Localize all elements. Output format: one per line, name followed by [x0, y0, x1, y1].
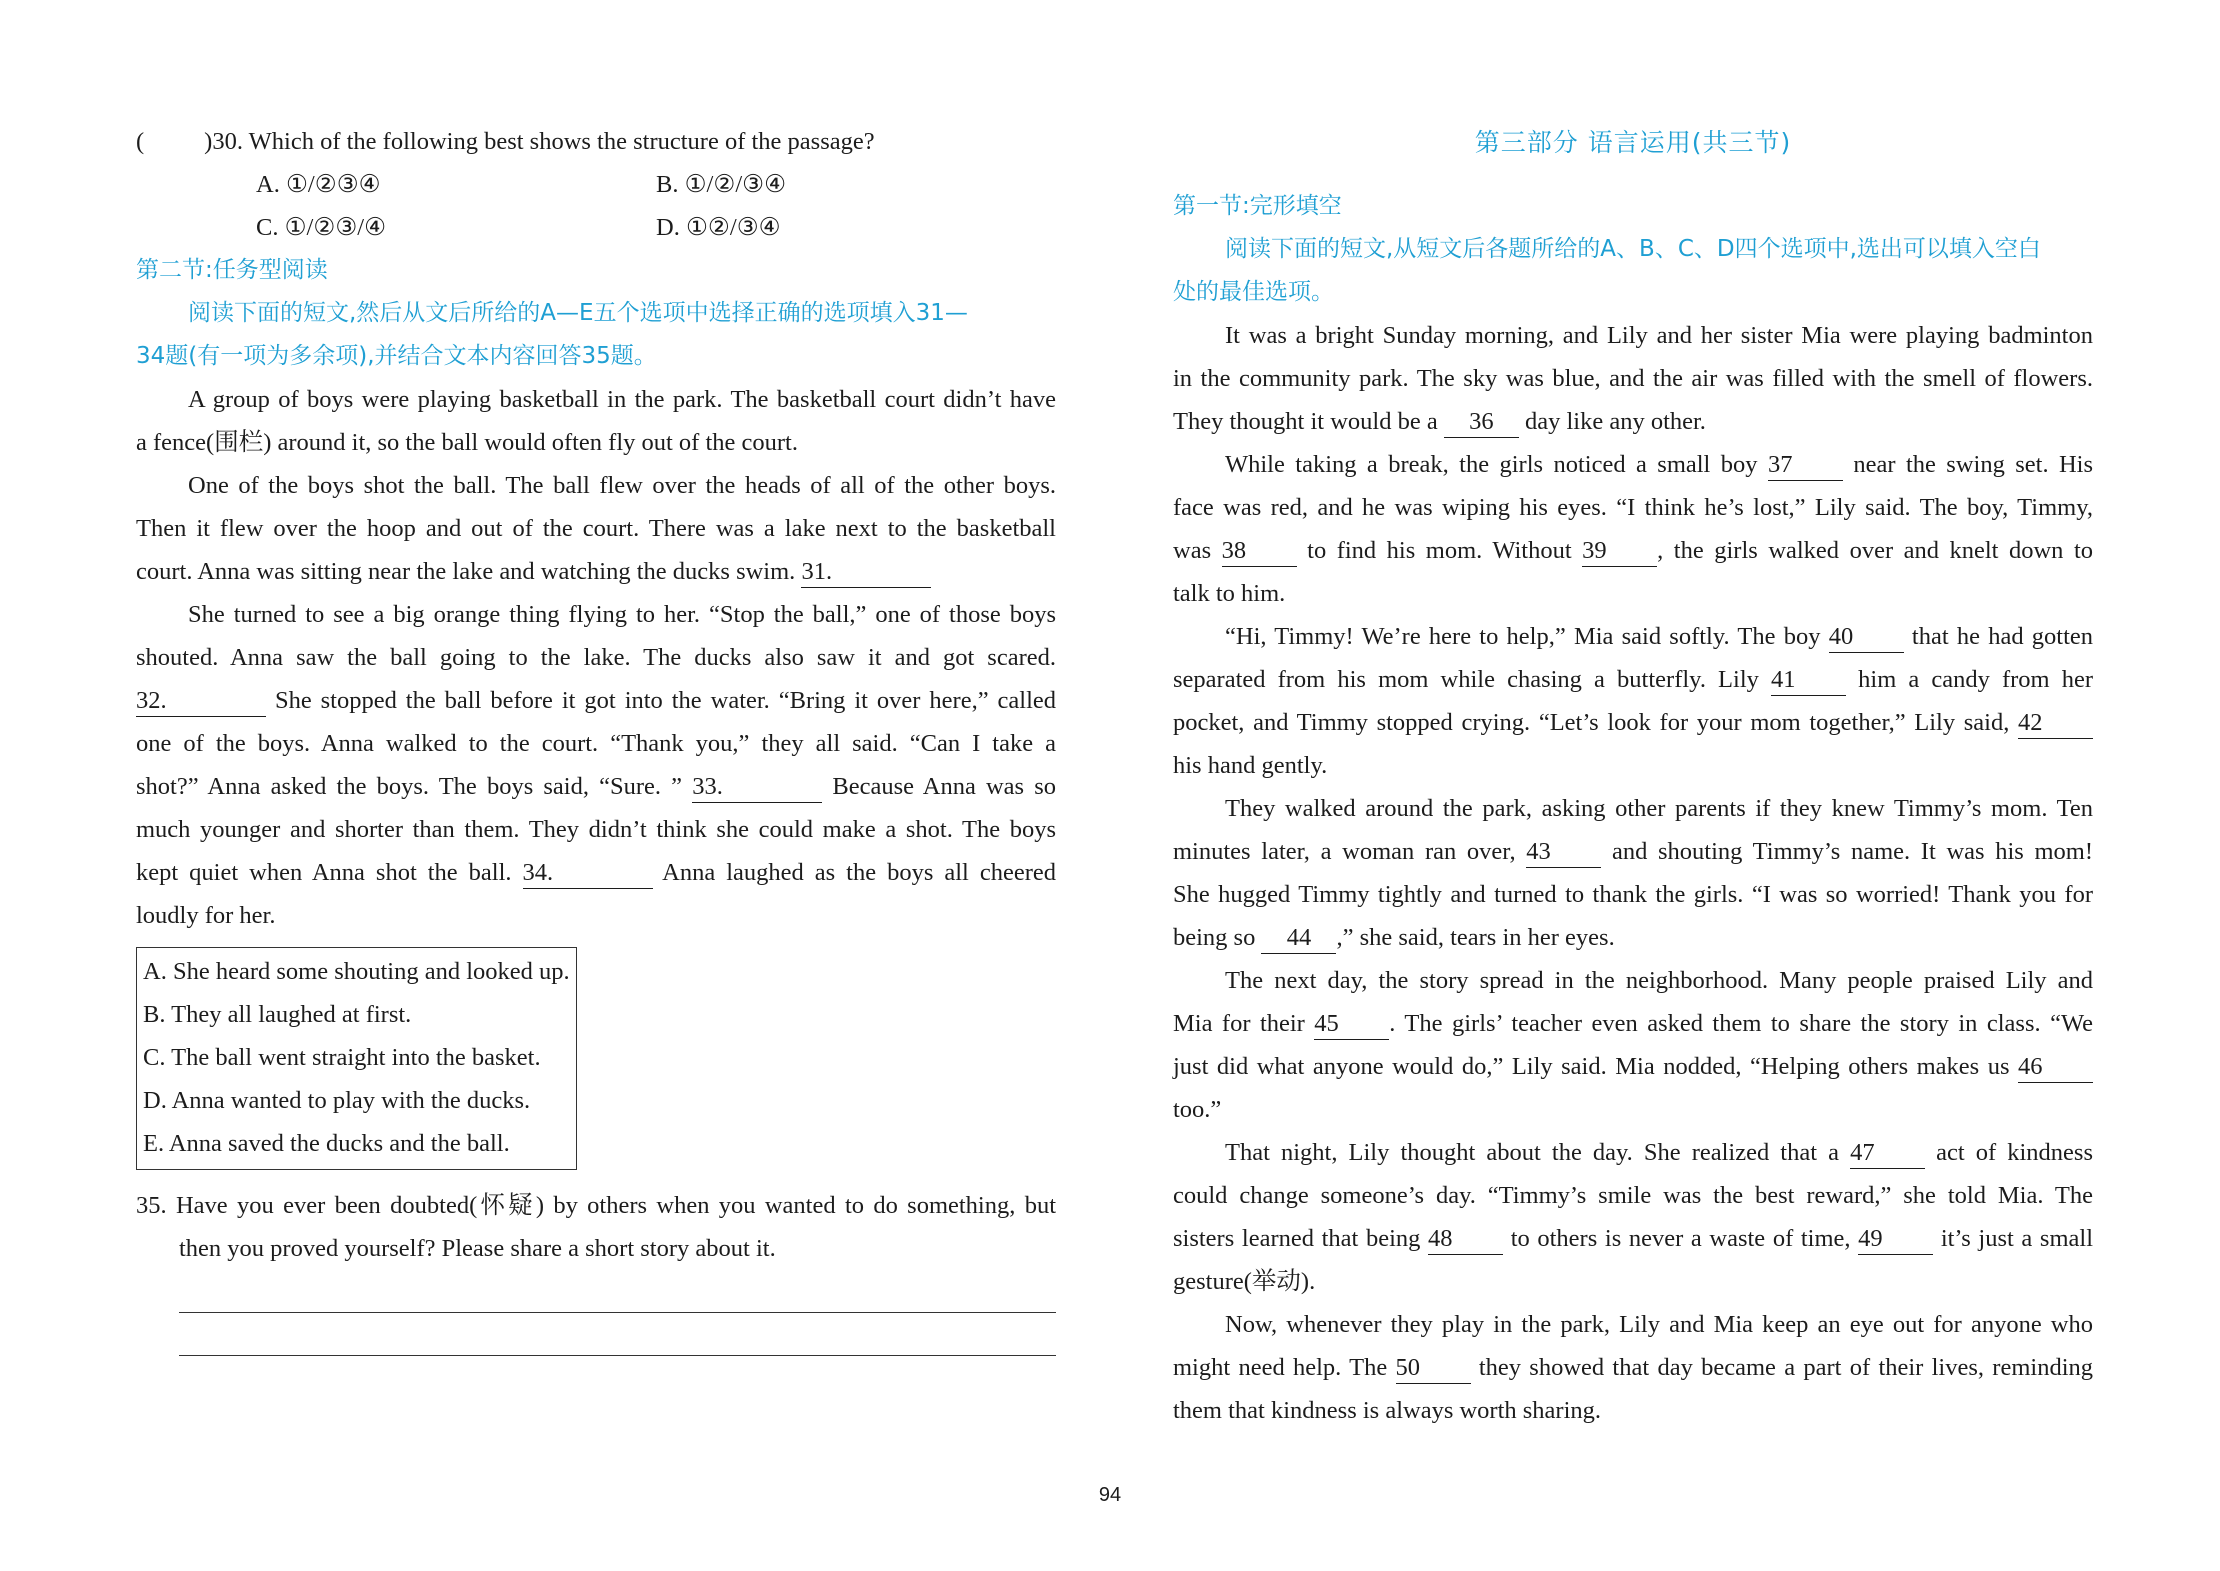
q30-option-b: B. ①/②/③④ — [656, 171, 787, 198]
choice-d: D. Anna wanted to play with the ducks. — [143, 1087, 531, 1114]
left-column — [136, 120, 1056, 1356]
passage-line: Then it flew over the hoop and out of the court. There was a lake next to the basketball — [136, 515, 1056, 542]
q30-options-row-2 — [136, 206, 1056, 249]
passage-line: 32. She stopped the ball before it got into the water. “Bring it over here,” called — [136, 679, 1056, 722]
blank-31[interactable]: 31. — [801, 557, 931, 588]
passage-line: was 38 to find his mom. Without 39 , the girls walked over and knelt down to — [1173, 529, 2093, 572]
blank-44[interactable]: 44 — [1261, 923, 1336, 954]
passage-line: Now, whenever they play in the park, Lily and Mia keep an eye out for anyone who — [1225, 1311, 2093, 1338]
passage-line: minutes later, a woman ran over, 43 and shouting Timmy’s name. It was his mom! — [1173, 830, 2093, 873]
passage-line: They walked around the park, asking other parents if they knew Timmy’s mom. Ten — [1225, 795, 2093, 822]
blank-34[interactable]: 34. — [523, 858, 653, 889]
blank-36[interactable]: 36 — [1444, 407, 1519, 438]
section-1-instruction-line-1: 阅读下面的短文,从短文后各题所给的A、B、C、D四个选项中,选出可以填入空白 — [1225, 236, 2041, 262]
passage-line: too.” — [1173, 1096, 1222, 1123]
blank-42[interactable]: 42 — [2018, 708, 2093, 739]
passage-line: Mia for their 45 . The girls’ teacher even asked them to share the story in class. “We — [1173, 1002, 2093, 1045]
blank-37[interactable]: 37 — [1768, 450, 1843, 481]
passage-line: One of the boys shot the ball. The ball flew over the heads of all of the other boys. — [188, 472, 1056, 499]
section-1-instruction-line-2: 处的最佳选项。 — [1173, 279, 1334, 305]
blank-47[interactable]: 47 — [1850, 1138, 1925, 1169]
passage-line: face was red, and he was wiping his eyes. “I think he’s lost,” Lily said. The boy, Timmy, — [1173, 494, 2093, 521]
passage-line: in the community park. The sky was blue, and the air was filled with the smell of flowers. — [1173, 365, 2093, 392]
passage-line: They thought it would be a 36 day like any other. — [1173, 400, 2093, 443]
answer-line-2[interactable] — [179, 1313, 1056, 1356]
passage-line: sisters learned that being 48 to others is never a waste of time, 49 it’s just a small — [1173, 1217, 2093, 1260]
passage-line: them that kindness is always worth sharing. — [1173, 1397, 1602, 1424]
choices-box — [136, 947, 577, 1170]
section-2-instruction-line-2: 34题(有一项为多余项),并结合文本内容回答35题。 — [136, 343, 657, 369]
blank-50[interactable]: 50 — [1396, 1353, 1471, 1384]
choice-c: C. The ball went straight into the basket. — [143, 1044, 541, 1071]
q30-options-row-1 — [136, 163, 1056, 206]
answer-line-1[interactable] — [179, 1270, 1056, 1313]
page-number: 94 — [1098, 1484, 1122, 1506]
passage-line: could change someone’s day. “Timmy’s smile was the best reward,” she told Mia. The — [1173, 1182, 2093, 1209]
passage-line: “Hi, Timmy! We’re here to help,” Mia said softly. The boy 40 that he had gotten — [1173, 615, 2093, 658]
question-30-number: )30. — [204, 128, 243, 155]
question-35-line-2: then you proved yourself? Please share a short story about it. — [179, 1235, 776, 1262]
passage-line: a fence(围栏) around it, so the ball would often fly out of the court. — [136, 429, 798, 456]
choice-a: A. She heard some shouting and looked up. — [143, 958, 570, 985]
answer-paren-open: ( — [136, 128, 145, 155]
passage-line: one of the boys. Anna walked to the court. “Thank you,” they all said. “Can I take a — [136, 730, 1056, 757]
question-30-stem: Which of the following best shows the structure of the passage? — [248, 128, 875, 155]
question-35-line-1: 35. Have you ever been doubted(怀疑) by others when you wanted to do something, but — [136, 1192, 1057, 1219]
question-35-number: 35. — [136, 1192, 167, 1219]
q30-option-d: D. ①②/③④ — [656, 214, 781, 241]
blank-48[interactable]: 48 — [1428, 1224, 1503, 1255]
passage-line: It was a bright Sunday morning, and Lily and her sister Mia were playing badminton — [1225, 322, 2093, 349]
passage-line: That night, Lily thought about the day. She realized that a 47 act of kindness — [1173, 1131, 2093, 1174]
passage-line: his hand gently. — [1173, 752, 1328, 779]
blank-33[interactable]: 33. — [692, 772, 822, 803]
blank-40[interactable]: 40 — [1829, 622, 1904, 653]
blank-49[interactable]: 49 — [1858, 1224, 1933, 1255]
q30-option-a: A. ①/②③④ — [256, 171, 381, 198]
passage-line: separated from his mom while chasing a butterfly. Lily 41 him a candy from her — [1173, 658, 2093, 701]
passage-line: The next day, the story spread in the neighborhood. Many people praised Lily and — [1225, 967, 2093, 994]
blank-32[interactable]: 32. — [136, 686, 266, 717]
passage-line: gesture(举动). — [1173, 1268, 1316, 1295]
passage-line: just did what anyone would do,” Lily said. Mia nodded, “Helping others makes us 46 — [1173, 1045, 2093, 1088]
blank-45[interactable]: 45 — [1314, 1009, 1389, 1040]
passage-line: She turned to see a big orange thing flying to her. “Stop the ball,” one of those boys — [188, 601, 1056, 628]
blank-46[interactable]: 46 — [2018, 1052, 2093, 1083]
blank-43[interactable]: 43 — [1526, 837, 1601, 868]
passage-line: pocket, and Timmy stopped crying. “Let’s look for your mom together,” Lily said, 42 — [1173, 701, 2093, 744]
passage-line: shot?” Anna asked the boys. The boys said, “Sure. ” 33. Because Anna was so — [136, 765, 1056, 808]
choice-b: B. They all laughed at first. — [143, 1001, 412, 1028]
q30-option-c: C. ①/②③/④ — [256, 214, 387, 241]
passage-line: being so 44 ,” she said, tears in her eyes. — [1173, 916, 2093, 959]
question-30 — [136, 120, 1056, 163]
passage-line: might need help. The 50 they showed that day became a part of their lives, reminding — [1173, 1346, 2093, 1389]
passage-line: shouted. Anna saw the ball going to the lake. The ducks also saw it and got scared. — [136, 644, 1056, 671]
passage-line: loudly for her. — [136, 902, 276, 929]
section-2-instruction-line-1: 阅读下面的短文,然后从文后所给的A—E五个选项中选择正确的选项填入31— — [188, 300, 968, 326]
passage-line: kept quiet when Anna shot the ball. 34. Anna laughed as the boys all cheered — [136, 851, 1056, 894]
section-2-heading: 第二节:任务型阅读 — [136, 257, 328, 283]
blank-41[interactable]: 41 — [1771, 665, 1846, 696]
passage-line: much younger and shorter than them. They didn’t think she could make a shot. The boys — [136, 816, 1056, 843]
choice-e: E. Anna saved the ducks and the ball. — [143, 1130, 510, 1157]
passage-line: A group of boys were playing basketball in the park. The basketball court didn’t have — [188, 386, 1056, 413]
blank-39[interactable]: 39 — [1582, 536, 1657, 567]
blank-38[interactable]: 38 — [1222, 536, 1297, 567]
section-1-heading: 第一节:完形填空 — [1173, 193, 1342, 219]
passage-line: She hugged Timmy tightly and turned to thank the girls. “I was so worried! Thank you for — [1173, 881, 2093, 908]
right-column — [1173, 120, 2093, 1432]
passage-line: court. Anna was sitting near the lake and watching the ducks swim. 31. — [136, 550, 1056, 593]
passage-line: While taking a break, the girls noticed a small boy 37 near the swing set. His — [1173, 443, 2093, 486]
part-3-title: 第三部分 语言运用(共三节) — [1474, 128, 1792, 157]
passage-line: talk to him. — [1173, 580, 1286, 607]
